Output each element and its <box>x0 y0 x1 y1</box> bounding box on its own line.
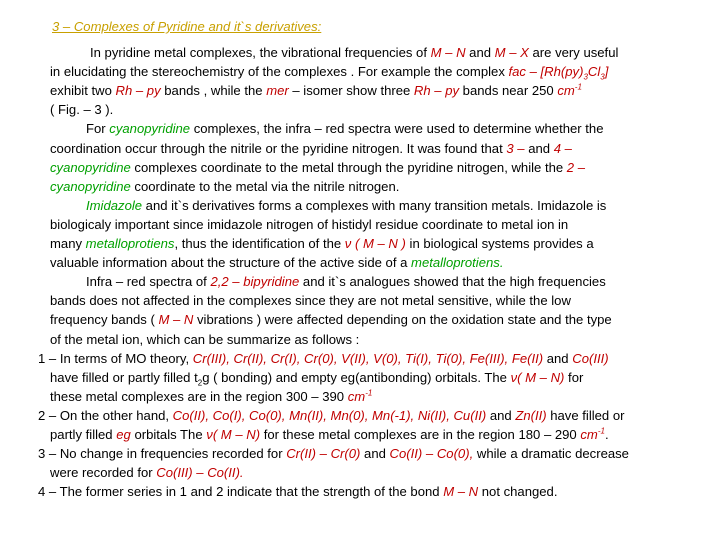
text-line <box>38 483 557 501</box>
text-line <box>50 388 372 406</box>
text-run: vibrations ) were affected depending on the oxidation state and the type <box>193 312 612 328</box>
highlighted-term: ν ( M – N ) <box>344 236 406 251</box>
highlighted-term: M – N <box>430 45 466 60</box>
text-run: coordination occur through the nitrile or the pyridine nitrogen. It was found that <box>50 140 507 156</box>
text-run: and <box>524 140 554 156</box>
highlighted-term: eg <box>116 427 131 442</box>
text-line <box>50 426 609 444</box>
text-line <box>50 82 582 100</box>
text-run: coordinate to the metal via the nitrile nitrogen. <box>130 178 400 194</box>
highlighted-term: metalloprotiens. <box>411 255 504 271</box>
highlighted-term: cm <box>347 388 366 404</box>
text-run: 2 – On the other hand, <box>38 407 173 423</box>
text-line <box>50 235 594 253</box>
highlighted-term: ν( M – N) <box>510 369 565 385</box>
text-line <box>50 159 585 177</box>
highlighted-term: Rh – py <box>413 83 460 99</box>
text-line <box>50 331 359 349</box>
highlighted-term: M – N <box>158 312 194 328</box>
text-run: bands does not affected in the complexes since they are not metal sensitive, while the low <box>50 293 571 309</box>
text-run: complexes coordinate to the metal through the pyridine nitrogen, while the <box>130 159 567 175</box>
text-run: In pyridine metal complexes, the vibrational frequencies of <box>90 45 431 60</box>
text-run: For <box>86 121 110 137</box>
subscript: 2 <box>197 378 203 388</box>
text-run: and <box>465 45 495 60</box>
text-line <box>38 445 629 463</box>
text-line <box>50 292 571 310</box>
text-run: complexes, the infra – red spectra were used to determine whether the <box>190 121 604 137</box>
text-run: partly filled <box>50 427 117 442</box>
highlighted-term: M – N <box>443 484 479 500</box>
highlighted-term: Cr(III), Cr(II), Cr(I), Cr(0), V(II), V(0), Ti(I), Ti(0), Fe(III), Fe(II) <box>192 350 544 366</box>
text-line <box>50 254 503 272</box>
text-line <box>50 178 399 196</box>
superscript: -1 <box>574 82 582 92</box>
highlighted-term: Co(III) – Co(II). <box>156 465 244 481</box>
text-run: . <box>604 427 609 442</box>
text-line <box>50 140 572 158</box>
text-line <box>86 120 603 138</box>
text-run: and <box>543 350 573 366</box>
text-line <box>86 273 606 291</box>
highlighted-term: Co(III) <box>572 350 609 366</box>
text-line <box>50 311 612 329</box>
text-line <box>90 44 618 62</box>
highlighted-term: 2 – <box>566 159 585 175</box>
text-line <box>38 407 625 425</box>
text-run: have filled or partly filled <box>50 369 195 385</box>
highlighted-term: M – X <box>494 45 529 60</box>
text-run: for these metal complexes are in the region 180 – 290 <box>260 427 581 442</box>
text-line <box>38 350 609 368</box>
text-run: exhibit two <box>50 83 116 99</box>
text-run: frequency bands ( <box>50 312 159 328</box>
highlighted-term: cm <box>580 427 598 442</box>
text-run: ( Fig. – 3 ). <box>50 102 114 118</box>
text-run: bands near 250 <box>459 83 558 99</box>
text-run: have filled or <box>546 407 625 423</box>
text-run: – isomer show three <box>288 83 414 99</box>
text-run: Infra – red spectra of <box>86 274 211 290</box>
highlighted-term: ] <box>604 64 609 80</box>
text-line <box>50 464 244 482</box>
text-run: for <box>564 369 584 385</box>
text-run: , thus the identification of the <box>174 236 345 251</box>
text-run: and it`s derivatives forms a complexes with many transition metals. Imidazole is <box>142 197 607 213</box>
text-run: these metal complexes are in the region 300 – 390 <box>50 388 348 404</box>
text-line <box>86 197 606 215</box>
text-run: t <box>194 369 198 385</box>
text-run: many <box>50 236 86 251</box>
text-run: and <box>360 446 390 462</box>
text-line <box>50 101 113 119</box>
highlighted-term: cyanopyridine <box>50 178 131 194</box>
text-line <box>50 216 568 234</box>
text-run: in elucidating the stereochemistry of the complexes . For example the complex <box>50 64 509 80</box>
text-run: of the metal ion, which can be summarize as follows : <box>50 331 360 347</box>
text-run: 3 – No change in frequencies recorded for <box>38 446 287 462</box>
text-run: orbitals The <box>130 427 207 442</box>
highlighted-term: 3 – <box>506 140 525 156</box>
highlighted-term: cyanopyridine <box>109 121 191 137</box>
section-heading: 3 – Complexes of Pyridine and it`s derivatives: <box>52 19 322 34</box>
highlighted-term: 2,2 – bipyridine <box>210 274 300 290</box>
highlighted-term: fac – [Rh(py) <box>508 64 584 80</box>
highlighted-term: Co(II), Co(I), Co(0), Mn(II), Mn(0), Mn(-1), Ni(II), Cu(II) <box>172 407 487 423</box>
highlighted-term: cyanopyridine <box>50 159 131 175</box>
text-run: not changed. <box>478 484 558 500</box>
highlighted-term: metalloprotiens <box>85 236 175 251</box>
text-line <box>50 63 608 81</box>
superscript: -1 <box>365 388 373 398</box>
text-run: are very useful <box>528 45 619 60</box>
text-run: 1 – In terms of MO theory, <box>38 350 193 366</box>
text-run: while a dramatic decrease <box>473 446 629 462</box>
text-run: in biological systems provides a <box>405 236 594 251</box>
superscript: -1 <box>597 426 605 436</box>
highlighted-term: Zn(II) <box>515 407 547 423</box>
highlighted-term: Imidazole <box>86 197 143 213</box>
text-run: and it`s analogues showed that the high frequencies <box>299 274 606 290</box>
highlighted-term: Rh – py <box>115 83 161 99</box>
highlighted-term: ν( M – N) <box>206 427 261 442</box>
highlighted-term: Cr(II) – Cr(0) <box>286 446 361 462</box>
highlighted-term: 4 – <box>553 140 572 156</box>
highlighted-term: Co(II) – Co(0), <box>389 446 474 462</box>
text-run: valuable information about the structure of the active side of a <box>50 255 412 271</box>
highlighted-term: Cl <box>587 64 601 80</box>
highlighted-term: mer <box>266 83 289 99</box>
text-run: 4 – The former series in 1 and 2 indicate that the strength of the bond <box>38 484 444 500</box>
text-run: and <box>486 407 516 423</box>
text-line <box>50 369 583 387</box>
text-run: bands , while the <box>160 83 267 99</box>
text-run: were recorded for <box>50 465 157 481</box>
subscript: 3 <box>583 72 588 82</box>
text-run: biologicaly important since imidazole nitrogen of histidyl residue coordinate to metal ion in <box>50 216 569 232</box>
highlighted-term: cm <box>557 83 575 99</box>
subscript: 3 <box>600 72 605 82</box>
text-run: g ( bonding) and empty eg(antibonding) orbitals. The <box>202 369 511 385</box>
